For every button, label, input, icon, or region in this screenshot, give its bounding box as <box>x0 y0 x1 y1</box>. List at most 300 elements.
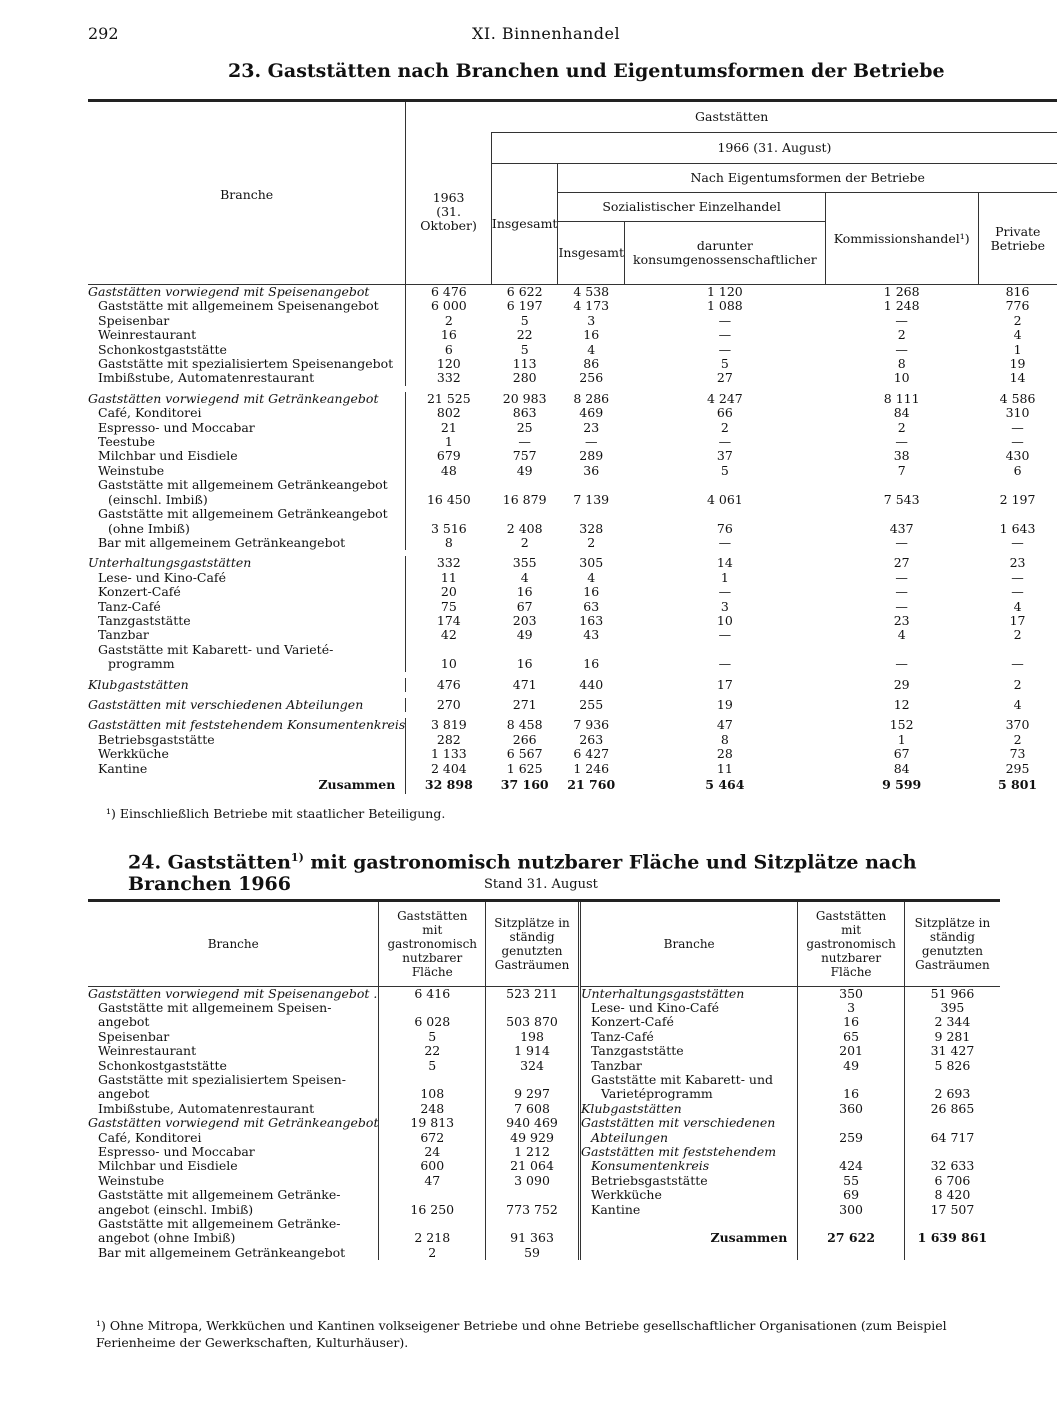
row-value <box>491 643 558 657</box>
row-value: 1 <box>720 569 729 585</box>
table-row <box>88 614 1057 628</box>
left-row-label: Speisenbar <box>98 1028 170 1044</box>
right-row-flaeche: 300 <box>798 1203 905 1217</box>
right-row-sitz: 2 693 <box>904 1087 1000 1101</box>
t2-header-flaeche-right: Gaststätten mit gastronomisch nutzbarer Fläche <box>798 902 905 986</box>
row-label: Teestube <box>98 434 156 450</box>
right-row-flaeche: 424 <box>798 1159 905 1173</box>
row-value: 49 <box>516 462 533 478</box>
row-value: 2 404 <box>406 762 492 776</box>
left-row-label: angebot (ohne Imbiß) <box>98 1230 236 1246</box>
row-label: Milchbar und Eisdiele <box>98 448 238 464</box>
row-value: 2 <box>720 419 729 435</box>
right-row-flaeche: 69 <box>798 1188 905 1202</box>
right-row-sitz: 32 633 <box>904 1159 1000 1173</box>
left-row-flaeche: 6 028 <box>379 1015 486 1029</box>
row-value: 37 <box>716 448 733 464</box>
table-row <box>88 392 1057 406</box>
row-value: 1 246 <box>573 760 610 776</box>
row-value: 4 586 <box>999 390 1036 406</box>
left-row-label: Espresso- und Moccabar <box>98 1143 255 1159</box>
table-row <box>88 507 1057 521</box>
row-value: — <box>718 584 732 600</box>
row-value: — <box>718 312 732 328</box>
row-value: 152 <box>889 717 914 733</box>
row-label: programm <box>108 656 175 672</box>
t1-header-gaststaetten: Gaststätten <box>406 102 1057 133</box>
row-value: 2 408 <box>506 520 543 536</box>
row-value <box>558 478 625 492</box>
table-row <box>88 1217 1000 1231</box>
row-value: — <box>1011 656 1024 672</box>
row-value: 21 <box>406 421 492 435</box>
right-row-flaeche: 16 <box>798 1087 905 1101</box>
row-value: 255 <box>579 696 604 712</box>
t1-header-darunter: darunter konsumgenossenschaftlicher <box>625 222 826 285</box>
total-flaeche: 27 622 <box>798 1231 905 1245</box>
row-value <box>625 478 826 492</box>
table-row <box>88 585 1057 599</box>
row-value: 6 <box>406 343 492 357</box>
right-row-flaeche <box>798 1116 905 1130</box>
t2-header-branche-left: Branche <box>207 936 259 951</box>
table1-title: 23. Gaststätten nach Branchen und Eigentumsformen der Betriebe <box>228 60 945 82</box>
right-row-flaeche <box>798 1073 905 1087</box>
right-row-sitz <box>904 1145 1000 1159</box>
left-row-sitz: 59 <box>486 1246 580 1260</box>
left-row-label: angebot <box>98 1086 150 1102</box>
row-value: 66 <box>716 405 733 421</box>
table2-subtitle: Stand 31. August <box>484 877 598 892</box>
row-value: 28 <box>716 746 733 762</box>
row-value: 5 <box>520 312 529 328</box>
row-value: 14 <box>1009 370 1026 386</box>
table-row <box>88 762 1057 776</box>
left-row-label: angebot (einschl. Imbiß) <box>98 1201 254 1217</box>
row-value: 5 <box>520 341 529 357</box>
row-value: 67 <box>893 746 910 762</box>
row-value: 263 <box>579 731 604 747</box>
table-row <box>88 733 1057 747</box>
left-row-flaeche: 24 <box>379 1145 486 1159</box>
row-value: — <box>518 434 531 450</box>
left-row-sitz: 3 090 <box>486 1174 580 1188</box>
left-row-flaeche: 5 <box>379 1030 486 1044</box>
left-row-sitz: 324 <box>486 1059 580 1073</box>
row-label: Werkküche <box>98 746 169 762</box>
row-value: 84 <box>893 760 910 776</box>
row-value: 4 <box>1013 696 1022 712</box>
total-label: Zusammen <box>318 777 396 792</box>
table-row <box>88 493 1057 507</box>
row-value: 863 <box>512 405 537 421</box>
table-row <box>88 343 1057 357</box>
total-label: Zusammen <box>580 1231 798 1245</box>
right-row-sitz: 31 427 <box>904 1044 1000 1058</box>
row-value: 270 <box>406 698 492 712</box>
row-value: 4 247 <box>706 390 743 406</box>
left-row-sitz <box>486 1188 580 1202</box>
row-value: 29 <box>893 676 910 692</box>
row-value: 679 <box>406 449 492 463</box>
row-value <box>978 507 1057 521</box>
row-label: Gaststätte mit allgemeinem Speisenangebot <box>98 298 379 314</box>
table-row <box>88 435 1057 449</box>
row-value: 2 <box>897 327 906 343</box>
row-label: Gaststätte mit spezialisiertem Speisenangebot <box>98 356 394 372</box>
row-value: 3 <box>720 598 729 614</box>
row-value: 4 061 <box>706 491 743 507</box>
right-row-flaeche: 360 <box>798 1102 905 1116</box>
row-value <box>978 478 1057 492</box>
left-row-flaeche: 22 <box>379 1044 486 1058</box>
left-row-flaeche: 16 250 <box>379 1203 486 1217</box>
row-value: — <box>895 534 908 550</box>
table-row <box>88 1246 1000 1260</box>
row-value: 1 133 <box>406 747 492 761</box>
row-label: (ohne Imbiß) <box>108 520 190 536</box>
row-value: 27 <box>716 370 733 386</box>
row-value: — <box>895 312 908 328</box>
row-value <box>491 507 558 521</box>
right-row-flaeche <box>798 1145 905 1159</box>
table-row <box>88 747 1057 761</box>
row-value: 7 <box>897 462 906 478</box>
table-row <box>88 464 1057 478</box>
table1-footnote: ¹) Einschließlich Betriebe mit staatlicher Beteiligung. <box>106 806 446 821</box>
total-value: 32 898 <box>406 776 492 794</box>
left-row-sitz: 49 929 <box>486 1131 580 1145</box>
row-label: Gaststätte mit allgemeinem Getränkeangebot <box>98 506 388 522</box>
row-value <box>491 478 558 492</box>
right-row-sitz: 26 865 <box>904 1102 1000 1116</box>
row-value: 17 <box>1009 612 1026 628</box>
left-row-label: Gaststätte mit spezialisiertem Speisen- <box>98 1071 346 1087</box>
left-row-label: Gaststätte mit allgemeinem Speisen- <box>98 999 332 1015</box>
row-value: 47 <box>716 717 733 733</box>
table-row <box>88 299 1057 313</box>
right-row-sitz: 2 344 <box>904 1015 1000 1029</box>
row-value: 6 567 <box>506 746 543 762</box>
row-value: 16 <box>583 327 600 343</box>
total-value: 37 160 <box>500 777 549 792</box>
row-value: — <box>718 656 732 672</box>
right-row-sitz: 395 <box>904 1001 1000 1015</box>
table-row <box>88 556 1057 570</box>
left-row-label: Weinstube <box>98 1172 165 1188</box>
table-row <box>88 478 1057 492</box>
row-value: 1 088 <box>706 298 743 314</box>
row-value: 2 <box>897 419 906 435</box>
table-row <box>88 1044 1000 1058</box>
row-value: 1 120 <box>706 284 743 299</box>
row-label: Konzert-Café <box>98 584 181 600</box>
table-row <box>88 328 1057 342</box>
row-value: 38 <box>893 448 910 464</box>
right-row-label: Abteilungen <box>580 1131 798 1145</box>
left-row-sitz: 1 212 <box>486 1145 580 1159</box>
t1-header-1966: 1966 (31. August) <box>491 133 1057 164</box>
row-value: — <box>1011 419 1024 435</box>
right-row-flaeche: 49 <box>798 1059 905 1073</box>
row-label: Weinrestaurant <box>98 327 197 343</box>
row-value: 280 <box>512 370 537 386</box>
right-row-label: Tanzbar <box>580 1059 798 1073</box>
row-value: — <box>895 341 908 357</box>
left-row-label: angebot <box>98 1014 150 1030</box>
right-row-sitz: 9 281 <box>904 1030 1000 1044</box>
row-value <box>625 507 826 521</box>
right-row-flaeche: 65 <box>798 1030 905 1044</box>
row-value <box>558 643 625 657</box>
row-value: 4 <box>1013 598 1022 614</box>
row-value: 4 <box>587 341 596 357</box>
row-label: Gaststätten mit feststehendem Konsumentenkreis <box>88 717 406 733</box>
row-label: Gaststätten vorwiegend mit Speisenangebot <box>88 284 370 299</box>
row-value: 75 <box>406 600 492 614</box>
table-row <box>88 987 1000 1001</box>
row-value: 6 622 <box>506 284 543 299</box>
row-value: 19 <box>1009 356 1026 372</box>
left-row-flaeche: 2 <box>379 1246 486 1260</box>
empty-cell <box>580 1246 798 1260</box>
row-value: 23 <box>893 612 910 628</box>
table-row <box>88 449 1057 463</box>
table-row <box>88 1116 1000 1130</box>
right-row-label: Konsumentenkreis <box>580 1159 798 1173</box>
row-value: 42 <box>406 628 492 642</box>
row-value: 20 983 <box>502 390 547 406</box>
row-value: 16 <box>583 656 600 672</box>
row-value: 266 <box>512 731 537 747</box>
left-row-flaeche <box>379 1188 486 1202</box>
row-value: 757 <box>512 448 537 464</box>
row-value: 6 197 <box>506 298 543 314</box>
row-value: 430 <box>1005 448 1030 464</box>
row-label: Espresso- und Moccabar <box>98 419 255 435</box>
row-value: 21 525 <box>406 392 492 406</box>
row-value: — <box>895 584 908 600</box>
left-row-flaeche: 600 <box>379 1159 486 1173</box>
t2-header-sitz-left: Sitzplätze in ständig genutzten Gasträumen <box>486 902 580 986</box>
row-value: 816 <box>1005 284 1030 299</box>
row-value: 476 <box>406 678 492 692</box>
row-label: Bar mit allgemeinem Getränkeangebot <box>98 534 346 550</box>
row-value: 16 <box>406 328 492 342</box>
table-row <box>88 1159 1000 1173</box>
left-row-sitz: 1 914 <box>486 1044 580 1058</box>
right-row-flaeche: 259 <box>798 1131 905 1145</box>
row-value <box>558 507 625 521</box>
table-row <box>88 718 1057 732</box>
left-row-label: Gaststätten vorwiegend mit Getränkeangebot <box>88 1115 379 1131</box>
row-label: Speisenbar <box>98 312 170 328</box>
row-value: 3 819 <box>406 718 492 732</box>
right-row-flaeche: 55 <box>798 1174 905 1188</box>
table-row <box>88 1231 1000 1245</box>
right-row-sitz <box>904 1116 1000 1130</box>
table-row <box>88 1174 1000 1188</box>
empty-cell <box>798 1246 905 1260</box>
row-value: 776 <box>1005 298 1030 314</box>
row-value: 4 <box>587 569 596 585</box>
row-value: 16 450 <box>406 493 492 507</box>
table-row <box>88 1059 1000 1073</box>
left-row-sitz <box>486 1001 580 1015</box>
right-row-label: Varietéprogramm <box>580 1087 798 1101</box>
row-value: — <box>1011 434 1024 450</box>
row-value: 203 <box>512 612 537 628</box>
row-value: 282 <box>406 733 492 747</box>
right-row-sitz <box>904 1073 1000 1087</box>
right-row-sitz: 64 717 <box>904 1131 1000 1145</box>
row-value: 471 <box>512 676 537 692</box>
row-value: 2 <box>1013 312 1022 328</box>
right-row-label: Gaststätten mit feststehendem <box>580 1145 798 1159</box>
table-row <box>88 1087 1000 1101</box>
total-value: 21 760 <box>567 777 616 792</box>
row-value: 7 543 <box>883 491 920 507</box>
row-value: 2 <box>1013 676 1022 692</box>
row-value: 174 <box>406 614 492 628</box>
table-row <box>88 1102 1000 1116</box>
row-value: 256 <box>579 370 604 386</box>
right-row-label: Lese- und Kino-Café <box>580 1001 798 1015</box>
left-row-label: Milchbar und Eisdiele <box>98 1158 238 1174</box>
table2-title-footnote-mark: 1) <box>290 851 304 864</box>
table-row <box>88 314 1057 328</box>
row-value: — <box>895 434 908 450</box>
row-value: 8 111 <box>883 390 920 406</box>
t1-header-branche: Branche <box>220 187 274 202</box>
row-value: 2 <box>587 534 596 550</box>
row-value: 16 879 <box>502 491 547 507</box>
row-label: Betriebsgaststätte <box>98 731 215 747</box>
row-value: 11 <box>406 571 492 585</box>
row-value: 11 <box>716 760 733 776</box>
table-row <box>88 643 1057 657</box>
row-value <box>825 478 978 492</box>
right-row-sitz: 5 826 <box>904 1059 1000 1073</box>
right-row-label: Gaststätten mit verschiedenen <box>580 1116 798 1130</box>
left-row-sitz <box>486 1073 580 1087</box>
left-row-sitz: 21 064 <box>486 1159 580 1173</box>
t2-header-branche-right: Branche <box>580 902 798 986</box>
right-row-sitz: 8 420 <box>904 1188 1000 1202</box>
table-row <box>88 1188 1000 1202</box>
row-label: Schonkostgaststätte <box>98 341 227 357</box>
row-value: 163 <box>579 612 604 628</box>
left-row-flaeche: 672 <box>379 1131 486 1145</box>
left-row-label: Gaststätte mit allgemeinem Getränke- <box>98 1216 341 1231</box>
row-value: 16 <box>583 584 600 600</box>
row-value: 23 <box>583 419 600 435</box>
right-row-flaeche: 16 <box>798 1015 905 1029</box>
t1-header-private: Private Betriebe <box>978 193 1057 285</box>
left-row-flaeche <box>379 1001 486 1015</box>
row-value: 43 <box>583 627 600 643</box>
row-value: 328 <box>579 520 604 536</box>
row-value: 36 <box>583 462 600 478</box>
row-label: Weinstube <box>98 462 165 478</box>
right-row-label: Werkküche <box>580 1188 798 1202</box>
table-row <box>88 371 1057 385</box>
row-value: 14 <box>716 555 733 571</box>
left-row-label: Gaststätten vorwiegend mit Speisenangebot . <box>88 985 378 1001</box>
row-value <box>825 643 978 657</box>
row-value: 73 <box>1009 746 1026 762</box>
row-value: 1 <box>1013 341 1022 357</box>
total-row <box>88 776 1057 794</box>
row-value: 2 <box>1013 731 1022 747</box>
table-row <box>88 1001 1000 1015</box>
table-row <box>88 571 1057 585</box>
right-row-label: Klubgaststätten <box>580 1102 798 1116</box>
row-value: — <box>718 434 732 450</box>
left-row-flaeche: 248 <box>379 1102 486 1116</box>
right-row-sitz: 17 507 <box>904 1203 1000 1217</box>
left-row-flaeche: 19 813 <box>379 1116 486 1130</box>
row-label: Tanzgaststätte <box>98 612 191 628</box>
table2 <box>88 899 1000 1260</box>
row-value: 120 <box>406 357 492 371</box>
row-value: 332 <box>406 371 492 385</box>
total-value: 5 801 <box>997 777 1038 792</box>
table1 <box>88 99 1057 794</box>
row-value: 22 <box>516 327 533 343</box>
right-row-label: Gaststätte mit Kabarett- und <box>580 1073 798 1087</box>
row-value: — <box>1011 534 1024 550</box>
row-value <box>406 643 492 657</box>
empty-cell <box>904 1217 1000 1231</box>
row-value: 289 <box>579 448 604 464</box>
row-label: Lese- und Kino-Café <box>98 569 226 585</box>
t1-header-soz: Sozialistischer Einzelhandel <box>558 193 825 222</box>
empty-cell <box>580 1217 798 1231</box>
table-row <box>88 1030 1000 1044</box>
table-row <box>88 536 1057 550</box>
table-row <box>88 1203 1000 1217</box>
table-row <box>88 1073 1000 1087</box>
left-row-flaeche <box>379 1073 486 1087</box>
row-value <box>625 643 826 657</box>
row-value: 25 <box>516 419 533 435</box>
row-label: Imbißstube, Automatenrestaurant <box>98 370 315 386</box>
empty-cell <box>798 1217 905 1231</box>
row-value: — <box>718 327 732 343</box>
right-row-label: Unterhaltungsgaststätten <box>580 987 798 1001</box>
row-value: 17 <box>716 676 733 692</box>
row-value: 6 <box>1013 462 1022 478</box>
right-row-label: Kantine <box>580 1203 798 1217</box>
table-row <box>88 285 1057 299</box>
row-value: 1 248 <box>883 298 920 314</box>
row-value: 16 <box>516 584 533 600</box>
table-row <box>88 357 1057 371</box>
row-value: 295 <box>1005 760 1030 776</box>
left-row-sitz: 940 469 <box>486 1116 580 1130</box>
row-value: — <box>718 627 732 643</box>
t1-header-insgesamt: Insgesamt <box>491 164 558 285</box>
row-value <box>825 507 978 521</box>
empty-cell <box>904 1246 1000 1260</box>
total-value: 9 599 <box>882 777 922 792</box>
left-row-label: Imbißstube, Automatenrestaurant <box>98 1100 315 1116</box>
row-value: 16 <box>516 656 533 672</box>
left-row-sitz: 198 <box>486 1030 580 1044</box>
row-value: 8 <box>897 356 906 372</box>
row-value: 7 139 <box>573 491 610 507</box>
